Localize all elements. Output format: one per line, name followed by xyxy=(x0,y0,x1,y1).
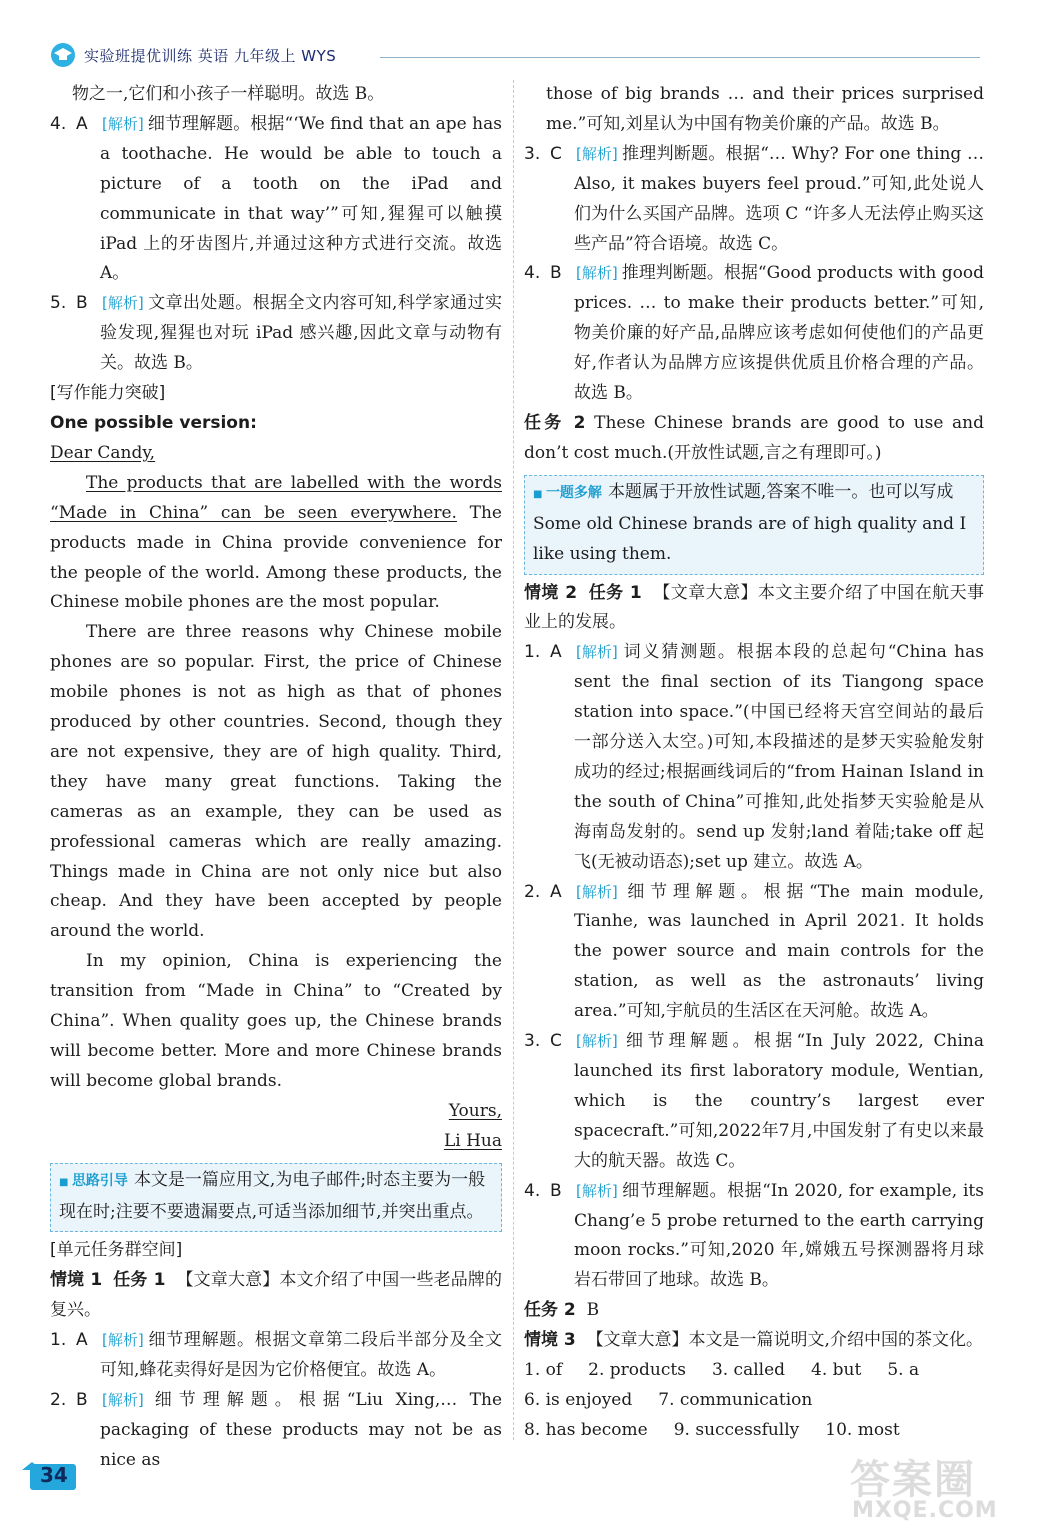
question-number: 5. xyxy=(50,293,67,314)
scenario-2-task-2: 任务 2 B xyxy=(524,1300,600,1321)
explanation-text: 细节理解题。根据“In July 2022, China launched its first laboratory module, Wentian, which is the country’s largest ever spacecraft.”可知,2022年7月,中国发射了有史以来最大的航天器。故选 C。 xyxy=(574,1031,984,1171)
site-watermark xyxy=(850,1448,1000,1528)
salutation: Dear Candy, xyxy=(50,442,156,463)
right-question-3 xyxy=(524,140,984,260)
scenario-2-summary: 情境 2 任务 1 【文章大意】本文主要介绍了中国在航天事业上的发展。 xyxy=(524,582,985,633)
multiple-solutions-box xyxy=(524,475,984,575)
explanation-text: 推理判断题。根据“Good products with good prices. … to make their products better.”可知,物美价廉的好产品,品牌应该考虑如何使他们的产品更好,作者认为品牌方应该提供优质且价格合理的产品。故选 B。 xyxy=(574,263,984,404)
question-number: 1. xyxy=(50,1330,67,1351)
explanation-text: 细节理解题。根据文章第二段后半部分及全文可知,蜂花卖得好是因为它价格便宜。故选 A。 xyxy=(100,1330,502,1381)
analysis-tag: [ 解析 ] xyxy=(574,259,620,289)
answer-letter: A xyxy=(76,1330,88,1351)
explanation-text: 文章出处题。根据全文内容可知,科学家通过实验发现,猩猩也对玩 iPad 感兴趣,因此文章与动物有关。故选 B。 xyxy=(100,293,502,374)
answer-letter: A xyxy=(550,642,562,663)
scenario-2-question-2 xyxy=(524,878,984,1028)
explanation-text: 推理判断题。根据“… Why? For one thing … Also, it makes buyers feel proud.”可知,此处说人们为什么买国产品牌。选项 C “许多人无法停止购买这些产品”符合语境。故选 C。 xyxy=(574,143,984,254)
question-number: 4. xyxy=(524,263,541,284)
cloze-answer: 10. most xyxy=(825,1419,900,1440)
left-continuation-text: 物之一,它们和小孩子一样聪明。故选 B。 xyxy=(72,84,385,104)
essay-paragraph-2: There are three reasons why Chinese mobile phones are so popular. First, the price of Chinese mobile phones is not as high as that of phones produced by other countries. Second, though they are not expensive, they are of high quality. Third, they have many great functions. Taking the cameras as an example, they can be used as professional cameras which are really amazing. Things made in China are not only nice but also cheap. And they have been accepted by people around the world. xyxy=(50,622,502,942)
watermark-logo-text: 答案圈 xyxy=(850,1457,976,1503)
house-icon xyxy=(22,1462,42,1476)
note-tag: ■ 一题多解 xyxy=(533,485,602,501)
analysis-tag: [ 解析 ] xyxy=(574,140,620,170)
cloze-answer: 1. of xyxy=(524,1360,563,1381)
task-2-answer: 任务 2 These Chinese brands are good to use and don’t cost much.(开放性试题,言之有理即可。) xyxy=(524,412,984,463)
explanation-text: 细节理解题。根据“Liu Xing,… The packaging of these products may not be as nice as xyxy=(100,1389,502,1470)
essay-paragraph-3: In my opinion, China is experiencing the transition from “Made in China” to “Created by China”. When quality goes up, the Chinese brands will become better. More and more Chinese brands will become global brands. xyxy=(50,951,502,1091)
question-number: 2. xyxy=(50,1389,67,1410)
explanation-text: 细节理解题。根据“In 2020, for example, its Chang’e 5 probe returned to the earth carrying moon rocks.”可知,2020 年,嫦娥五号探测器将月球岩石带回了地球。故选 B。 xyxy=(574,1180,984,1291)
explanation-text: 细节理解题。根据“‘We find that an ape has a toothache. He would be able to touch a picture of a tooth on the iPad and communicate in that way’”可知,猩猩可以触摸 iPad 上的牙齿图片,并通过这种方式进行交流。故选 A。 xyxy=(100,113,502,284)
essay-paragraph-1 xyxy=(50,469,502,619)
cloze-answer: 8. has become xyxy=(524,1419,648,1440)
page-number: 34 xyxy=(40,1463,68,1487)
watermark-url: MXQE.COM xyxy=(852,1498,998,1523)
answer-letter: B xyxy=(550,263,562,284)
graduation-cap-icon xyxy=(50,42,76,68)
scenario-3-summary: 情境 3 【文章大意】本文是一篇说明文,介绍中国的茶文化。 xyxy=(524,1330,983,1351)
cloze-answer: 9. successfully xyxy=(673,1419,800,1440)
cloze-answer: 3. called xyxy=(711,1360,786,1381)
right-column xyxy=(524,80,984,1446)
analysis-tag: [ 解析 ] xyxy=(100,1386,146,1416)
writing-section-header: [写作能力突破] xyxy=(50,383,166,404)
answer-letter: C xyxy=(550,1031,562,1052)
book-title: 实验班提优训练 英语 九年级上 WYS xyxy=(84,47,337,65)
underlined-topic-sentence: The products that are labelled with the words “Made in China” can be seen everywhere. xyxy=(50,472,502,523)
note-text: 本文是一篇应用文,为电子邮件;时态主要为一般现在时;注要不要遗漏要点,可适当添加细节,并突出重点。 xyxy=(59,1169,486,1222)
left-column xyxy=(50,80,502,1476)
left-question-5 xyxy=(50,289,502,379)
answer-letter: B xyxy=(76,293,88,314)
note-text: 本题属于开放性试题,答案不唯一。也可以写成 Some old Chinese brands are of high quality and I like using them. xyxy=(533,481,967,564)
question-number: 3. xyxy=(524,143,541,164)
page-header xyxy=(50,42,980,72)
possible-version-label: One possible version: xyxy=(50,412,257,433)
analysis-tag: [ 解析 ] xyxy=(100,1326,146,1356)
analysis-tag: [ 解析 ] xyxy=(574,1177,620,1207)
cloze-answer: 2. products xyxy=(588,1360,686,1381)
scenario-1-summary: 情境 1 任务 1 【文章大意】本文介绍了中国一些老品牌的复兴。 xyxy=(50,1270,503,1321)
scenario-2-question-3 xyxy=(524,1027,984,1177)
question-number: 4. xyxy=(524,1180,541,1201)
scenario-2-question-4 xyxy=(524,1177,984,1297)
analysis-tag: [ 解析 ] xyxy=(100,110,146,140)
note-tag: ■ 思路引导 xyxy=(59,1173,128,1189)
unit-task-header: [单元任务群空间] xyxy=(50,1240,183,1261)
cloze-answer: 6. is enjoyed xyxy=(524,1389,633,1410)
cloze-answer: 4. but xyxy=(811,1360,862,1381)
question-number: 2. xyxy=(524,881,541,902)
question-number: 3. xyxy=(524,1031,541,1052)
answer-letter: B xyxy=(76,1389,88,1410)
paragraph-text: The products made in China provide convenience for the people of the world. Among these products, the Chinese mobile phones are the most popular. xyxy=(50,502,502,613)
question-number: 4. xyxy=(50,113,67,134)
right-question-4 xyxy=(524,259,984,409)
cloze-answers xyxy=(524,1356,984,1446)
column-divider xyxy=(513,80,514,1440)
right-continuation-text: those of big brands … and their prices surprised me.”可知,刘星认为中国有物美价廉的产品。故选 B。 xyxy=(546,84,984,134)
answer-letter: C xyxy=(550,143,562,164)
answer-letter: B xyxy=(550,1180,562,1201)
thinking-guide-box xyxy=(50,1163,502,1233)
page-number-badge xyxy=(22,1462,78,1490)
scenario-1-question-2 xyxy=(50,1386,502,1476)
cloze-answer: 7. communication xyxy=(658,1389,813,1410)
question-number: 1. xyxy=(524,642,541,663)
analysis-tag: [ 解析 ] xyxy=(574,878,620,908)
explanation-text: 词义猜测题。根据本段的总起句“China has sent the final section of its Tiangong space station into space.”(中国已经将天宫空间站的最后一部分送入太空。)可知,本段描述的是梦天实验舱发射成功的经过;根据画线词后的“from Hainan Island in the south of China”可推知,此处指梦天实验舱是从海南岛发射的。send up 发射;land 着陆;take off 起飞(无被动语态);set up 建立。故选 A。 xyxy=(574,642,984,872)
analysis-tag: [ 解析 ] xyxy=(574,638,620,668)
analysis-tag: [ 解析 ] xyxy=(574,1027,620,1057)
explanation-text: 细节理解题。根据“The main module, Tianhe, was launched in April 2021. It holds the power source and main controls for the station, as well as the astronauts’ living area.”可知,宇航员的生活区在天河舱。故选 A。 xyxy=(574,881,984,1022)
scenario-2-question-1 xyxy=(524,638,984,877)
cloze-answer: 5. a xyxy=(887,1360,920,1381)
answer-letter: A xyxy=(550,881,562,902)
left-question-4 xyxy=(50,110,502,289)
closing: Yours, xyxy=(448,1100,502,1121)
signature: Li Hua xyxy=(443,1130,502,1151)
answer-letter: A xyxy=(76,113,88,134)
header-rule xyxy=(380,57,980,58)
scenario-1-question-1 xyxy=(50,1326,502,1386)
analysis-tag: [ 解析 ] xyxy=(100,289,146,319)
